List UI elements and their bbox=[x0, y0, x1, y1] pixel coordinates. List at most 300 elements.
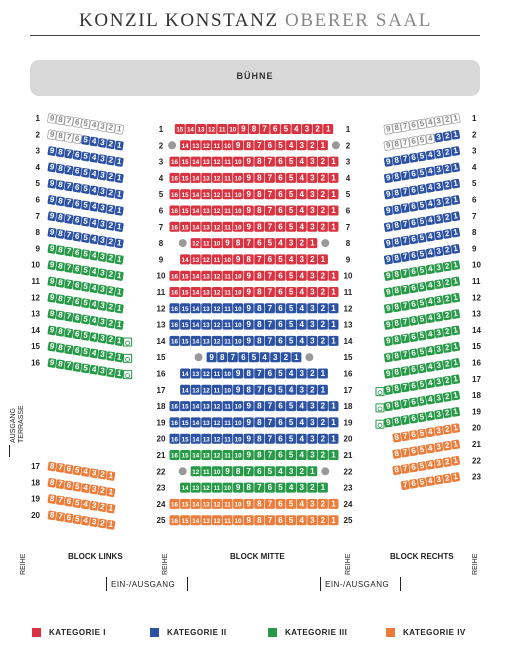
seat-middle-r19-15[interactable] bbox=[180, 417, 190, 427]
seat-middle-r2-12[interactable] bbox=[201, 140, 211, 150]
seat-middle-r8-10[interactable] bbox=[212, 238, 222, 248]
seat-left-r15-7[interactable] bbox=[64, 344, 73, 355]
seat-middle-r11-16[interactable] bbox=[170, 287, 180, 297]
seat-middle-r22-1[interactable] bbox=[307, 466, 317, 476]
seat-middle-r18-13[interactable] bbox=[201, 401, 211, 411]
seat-middle-r5-1[interactable] bbox=[329, 189, 339, 199]
seat-right-r2-3[interactable] bbox=[434, 132, 443, 143]
seat-middle-r22-6[interactable] bbox=[254, 466, 264, 476]
seat-left-r4-4[interactable] bbox=[89, 169, 98, 180]
seat-right-r10-3[interactable] bbox=[434, 262, 443, 273]
seat-left-r9-5[interactable] bbox=[81, 249, 90, 260]
seat-middle-r19-13[interactable] bbox=[201, 417, 211, 427]
seat-middle-r5-13[interactable] bbox=[201, 189, 211, 199]
seat-middle-r18-11[interactable] bbox=[223, 401, 233, 411]
seat-right-r23-7[interactable] bbox=[400, 480, 409, 491]
seat-middle-r7-16[interactable] bbox=[170, 222, 180, 232]
seat-left-r10-1[interactable] bbox=[115, 271, 124, 282]
seat-middle-r12-12[interactable] bbox=[212, 303, 222, 313]
seat-middle-r25-11[interactable] bbox=[223, 515, 233, 525]
seat-middle-r8-9[interactable] bbox=[223, 238, 233, 248]
seat-middle-r18-10[interactable] bbox=[233, 401, 243, 411]
seat-left-r12-3[interactable] bbox=[98, 300, 107, 311]
seat-middle-r7-8[interactable] bbox=[254, 222, 264, 232]
seat-middle-r25-10[interactable] bbox=[233, 515, 243, 525]
seat-middle-r2-14[interactable] bbox=[180, 140, 190, 150]
seat-middle-r9-12[interactable] bbox=[201, 254, 211, 264]
seat-left-r5-9[interactable] bbox=[47, 178, 56, 189]
seat-right-r20-6[interactable] bbox=[409, 429, 418, 440]
seat-left-r14-5[interactable] bbox=[81, 330, 90, 341]
seat-middle-r16-14[interactable] bbox=[180, 369, 190, 379]
seat-middle-r18-1[interactable] bbox=[329, 401, 339, 411]
seat-right-r8-7[interactable] bbox=[400, 235, 409, 246]
seat-left-r8-2[interactable] bbox=[106, 237, 115, 248]
seat-right-r15-4[interactable] bbox=[426, 345, 435, 356]
seat-middle-r4-6[interactable] bbox=[276, 173, 286, 183]
seat-middle-r20-9[interactable] bbox=[244, 434, 254, 444]
seat-left-r3-1[interactable] bbox=[115, 156, 124, 167]
seat-middle-r9-5[interactable] bbox=[276, 254, 286, 264]
seat-middle-r14-15[interactable] bbox=[180, 336, 190, 346]
seat-right-r18-8[interactable] bbox=[392, 400, 401, 411]
seat-middle-r11-8[interactable] bbox=[254, 287, 264, 297]
seat-middle-r10-3[interactable] bbox=[307, 271, 317, 281]
seat-left-r17-8[interactable] bbox=[47, 461, 56, 472]
seat-right-r16-1[interactable] bbox=[451, 358, 460, 369]
seat-left-r6-9[interactable] bbox=[47, 195, 56, 206]
seat-middle-r12-11[interactable] bbox=[223, 303, 233, 313]
seat-middle-r6-10[interactable] bbox=[233, 206, 243, 216]
seat-middle-r5-4[interactable] bbox=[297, 189, 307, 199]
seat-middle-r12-8[interactable] bbox=[254, 303, 264, 313]
seat-middle-r1-11[interactable] bbox=[217, 124, 227, 134]
seat-middle-r20-2[interactable] bbox=[318, 434, 328, 444]
seat-right-r4-6[interactable] bbox=[409, 169, 418, 180]
seat-middle-r16-5[interactable] bbox=[276, 369, 286, 379]
seat-middle-r19-16[interactable] bbox=[170, 417, 180, 427]
seat-left-r2-9[interactable] bbox=[47, 129, 56, 140]
seat-left-r14-7[interactable] bbox=[64, 328, 73, 339]
seat-middle-r7-4[interactable] bbox=[297, 222, 307, 232]
seat-right-r17-6[interactable] bbox=[409, 381, 418, 392]
seat-middle-r10-4[interactable] bbox=[297, 271, 307, 281]
seat-middle-r10-13[interactable] bbox=[201, 271, 211, 281]
seat-right-r3-1[interactable] bbox=[451, 146, 460, 157]
seat-middle-r4-4[interactable] bbox=[297, 173, 307, 183]
seat-left-r12-8[interactable] bbox=[56, 294, 65, 305]
seat-right-r3-5[interactable] bbox=[417, 151, 426, 162]
seat-middle-r17-11[interactable] bbox=[212, 385, 222, 395]
seat-right-r7-5[interactable] bbox=[417, 216, 426, 227]
seat-middle-r16-9[interactable] bbox=[233, 369, 243, 379]
seat-right-r17-2[interactable] bbox=[442, 375, 451, 386]
seat-left-r11-8[interactable] bbox=[56, 277, 65, 288]
seat-right-r15-6[interactable] bbox=[409, 348, 418, 359]
seat-middle-r19-10[interactable] bbox=[233, 417, 243, 427]
seat-right-r18-9[interactable] bbox=[384, 401, 393, 412]
seat-left-r5-4[interactable] bbox=[89, 185, 98, 196]
seat-left-r19-7[interactable] bbox=[56, 495, 65, 506]
seat-left-r20-8[interactable] bbox=[47, 510, 56, 521]
seat-left-r18-7[interactable] bbox=[56, 479, 65, 490]
seat-right-r4-5[interactable] bbox=[417, 167, 426, 178]
seat-middle-r9-13[interactable] bbox=[191, 254, 201, 264]
seat-left-r11-6[interactable] bbox=[73, 280, 82, 291]
seat-middle-r16-2[interactable] bbox=[307, 369, 317, 379]
seat-left-r15-4[interactable] bbox=[89, 348, 98, 359]
seat-middle-r1-8[interactable] bbox=[249, 124, 259, 134]
seat-middle-r24-10[interactable] bbox=[233, 499, 243, 509]
seat-right-r22-2[interactable] bbox=[442, 457, 451, 468]
seat-right-r22-5[interactable] bbox=[417, 461, 426, 472]
seat-left-r4-5[interactable] bbox=[81, 167, 90, 178]
seat-left-r20-1[interactable] bbox=[106, 519, 115, 530]
seat-middle-r15-8[interactable] bbox=[217, 352, 227, 362]
seat-middle-r25-5[interactable] bbox=[286, 515, 296, 525]
seat-right-r20-4[interactable] bbox=[426, 427, 435, 438]
seat-left-r1-2[interactable] bbox=[106, 122, 115, 133]
seat-right-r23-3[interactable] bbox=[434, 474, 443, 485]
seat-middle-r18-12[interactable] bbox=[212, 401, 222, 411]
seat-middle-r5-9[interactable] bbox=[244, 189, 254, 199]
seat-middle-r4-14[interactable] bbox=[191, 173, 201, 183]
seat-right-r9-9[interactable] bbox=[384, 254, 393, 265]
seat-right-r14-3[interactable] bbox=[434, 328, 443, 339]
seat-middle-r12-5[interactable] bbox=[286, 303, 296, 313]
seat-left-r4-7[interactable] bbox=[64, 165, 73, 176]
seat-middle-r7-14[interactable] bbox=[191, 222, 201, 232]
seat-middle-r23-4[interactable] bbox=[286, 483, 296, 493]
seat-left-r10-6[interactable] bbox=[73, 264, 82, 275]
seat-middle-r4-12[interactable] bbox=[212, 173, 222, 183]
seat-middle-r19-14[interactable] bbox=[191, 417, 201, 427]
seat-left-r6-3[interactable] bbox=[98, 203, 107, 214]
seat-right-r9-2[interactable] bbox=[442, 245, 451, 256]
seat-right-r8-1[interactable] bbox=[451, 227, 460, 238]
seat-middle-r25-9[interactable] bbox=[244, 515, 254, 525]
seat-middle-r6-16[interactable] bbox=[170, 206, 180, 216]
seat-middle-r21-10[interactable] bbox=[233, 450, 243, 460]
seat-middle-r2-9[interactable] bbox=[233, 140, 243, 150]
seat-middle-r18-2[interactable] bbox=[318, 401, 328, 411]
seat-right-r17-3[interactable] bbox=[434, 377, 443, 388]
seat-middle-r16-6[interactable] bbox=[265, 369, 275, 379]
seat-middle-r7-10[interactable] bbox=[233, 222, 243, 232]
seat-middle-r5-16[interactable] bbox=[170, 189, 180, 199]
seat-middle-r9-14[interactable] bbox=[180, 254, 190, 264]
seat-middle-r8-1[interactable] bbox=[307, 238, 317, 248]
seat-left-r1-3[interactable] bbox=[98, 121, 107, 132]
seat-middle-r12-15[interactable] bbox=[180, 303, 190, 313]
seat-middle-r13-5[interactable] bbox=[286, 320, 296, 330]
seat-middle-r14-4[interactable] bbox=[297, 336, 307, 346]
seat-middle-r23-1[interactable] bbox=[318, 483, 328, 493]
seat-right-r14-8[interactable] bbox=[392, 334, 401, 345]
seat-right-r5-7[interactable] bbox=[400, 186, 409, 197]
seat-middle-r2-10[interactable] bbox=[223, 140, 233, 150]
seat-left-r2-4[interactable] bbox=[89, 136, 98, 147]
seat-middle-r14-7[interactable] bbox=[265, 336, 275, 346]
seat-left-r1-4[interactable] bbox=[89, 120, 98, 131]
seat-middle-r6-12[interactable] bbox=[212, 206, 222, 216]
seat-middle-r11-15[interactable] bbox=[180, 287, 190, 297]
seat-middle-r6-11[interactable] bbox=[223, 206, 233, 216]
seat-right-r23-4[interactable] bbox=[426, 476, 435, 487]
seat-left-r18-3[interactable] bbox=[89, 484, 98, 495]
seat-middle-r12-7[interactable] bbox=[265, 303, 275, 313]
seat-left-r18-1[interactable] bbox=[106, 487, 115, 498]
seat-right-r14-4[interactable] bbox=[426, 329, 435, 340]
seat-right-r8-4[interactable] bbox=[426, 231, 435, 242]
seat-middle-r18-9[interactable] bbox=[244, 401, 254, 411]
seat-middle-r2-2[interactable] bbox=[307, 140, 317, 150]
seat-middle-r19-7[interactable] bbox=[265, 417, 275, 427]
seat-middle-r8-6[interactable] bbox=[254, 238, 264, 248]
seat-left-r19-5[interactable] bbox=[73, 498, 82, 509]
seat-left-r2-1[interactable] bbox=[115, 140, 124, 151]
seat-middle-r1-5[interactable] bbox=[281, 124, 291, 134]
seat-middle-r7-7[interactable] bbox=[265, 222, 275, 232]
seat-middle-r11-5[interactable] bbox=[286, 287, 296, 297]
seat-right-r13-2[interactable] bbox=[442, 310, 451, 321]
seat-middle-r6-6[interactable] bbox=[276, 206, 286, 216]
seat-left-r6-8[interactable] bbox=[56, 196, 65, 207]
seat-right-r10-1[interactable] bbox=[451, 260, 460, 271]
seat-middle-r22-2[interactable] bbox=[297, 466, 307, 476]
seat-right-r22-1[interactable] bbox=[451, 455, 460, 466]
seat-middle-r13-8[interactable] bbox=[254, 320, 264, 330]
seat-middle-r22-7[interactable] bbox=[244, 466, 254, 476]
seat-left-r1-5[interactable] bbox=[81, 118, 90, 129]
seat-left-r8-8[interactable] bbox=[56, 228, 65, 239]
seat-middle-r25-13[interactable] bbox=[201, 515, 211, 525]
seat-left-r17-5[interactable] bbox=[73, 465, 82, 476]
seat-right-r21-6[interactable] bbox=[409, 446, 418, 457]
seat-right-r8-8[interactable] bbox=[392, 237, 401, 248]
seat-middle-r21-1[interactable] bbox=[329, 450, 339, 460]
seat-middle-r21-14[interactable] bbox=[191, 450, 201, 460]
seat-right-r6-9[interactable] bbox=[384, 205, 393, 216]
seat-left-r2-5[interactable] bbox=[81, 135, 90, 146]
seat-middle-r21-13[interactable] bbox=[201, 450, 211, 460]
seat-middle-r18-15[interactable] bbox=[180, 401, 190, 411]
seat-right-r1-7[interactable] bbox=[400, 121, 409, 132]
seat-left-r13-2[interactable] bbox=[106, 318, 115, 329]
seat-left-r20-2[interactable] bbox=[98, 518, 107, 529]
seat-middle-r19-2[interactable] bbox=[318, 417, 328, 427]
seat-right-r4-3[interactable] bbox=[434, 165, 443, 176]
seat-right-r2-2[interactable] bbox=[442, 131, 451, 142]
seat-left-r1-1[interactable] bbox=[115, 124, 124, 135]
seat-left-r6-6[interactable] bbox=[73, 199, 82, 210]
seat-right-r17-7[interactable] bbox=[400, 382, 409, 393]
seat-right-r4-8[interactable] bbox=[392, 171, 401, 182]
seat-middle-r4-9[interactable] bbox=[244, 173, 254, 183]
seat-right-r9-6[interactable] bbox=[409, 250, 418, 261]
seat-left-r15-9[interactable] bbox=[47, 341, 56, 352]
seat-middle-r2-7[interactable] bbox=[254, 140, 264, 150]
seat-left-r7-6[interactable] bbox=[73, 215, 82, 226]
seat-right-r1-3[interactable] bbox=[434, 116, 443, 127]
seat-right-r18-3[interactable] bbox=[434, 393, 443, 404]
seat-middle-r20-13[interactable] bbox=[201, 434, 211, 444]
seat-middle-r10-8[interactable] bbox=[254, 271, 264, 281]
seat-middle-r19-12[interactable] bbox=[212, 417, 222, 427]
seat-middle-r13-4[interactable] bbox=[297, 320, 307, 330]
seat-right-r7-9[interactable] bbox=[384, 222, 393, 233]
seat-middle-r5-11[interactable] bbox=[223, 189, 233, 199]
seat-right-r5-2[interactable] bbox=[442, 180, 451, 191]
seat-middle-r20-14[interactable] bbox=[191, 434, 201, 444]
seat-middle-r24-2[interactable] bbox=[318, 499, 328, 509]
seat-left-r2-7[interactable] bbox=[64, 132, 73, 143]
seat-left-r5-7[interactable] bbox=[64, 181, 73, 192]
seat-middle-r3-2[interactable] bbox=[318, 157, 328, 167]
seat-right-r8-9[interactable] bbox=[384, 238, 393, 249]
seat-left-r3-9[interactable] bbox=[47, 146, 56, 157]
seat-middle-r1-9[interactable] bbox=[238, 124, 248, 134]
seat-right-r2-7[interactable] bbox=[400, 137, 409, 148]
seat-middle-r11-6[interactable] bbox=[276, 287, 286, 297]
seat-right-r17-9[interactable] bbox=[384, 385, 393, 396]
seat-left-r11-9[interactable] bbox=[47, 276, 56, 287]
seat-middle-r13-14[interactable] bbox=[191, 320, 201, 330]
seat-middle-r22-9[interactable] bbox=[223, 466, 233, 476]
seat-middle-r13-16[interactable] bbox=[170, 320, 180, 330]
seat-middle-r20-12[interactable] bbox=[212, 434, 222, 444]
seat-right-r6-2[interactable] bbox=[442, 196, 451, 207]
seat-middle-r22-4[interactable] bbox=[276, 466, 286, 476]
seat-middle-r10-9[interactable] bbox=[244, 271, 254, 281]
seat-middle-r6-13[interactable] bbox=[201, 206, 211, 216]
seat-middle-r7-13[interactable] bbox=[201, 222, 211, 232]
seat-left-r19-3[interactable] bbox=[89, 500, 98, 511]
seat-middle-r9-9[interactable] bbox=[233, 254, 243, 264]
seat-right-r17-5[interactable] bbox=[417, 379, 426, 390]
seat-middle-r9-6[interactable] bbox=[265, 254, 275, 264]
seat-left-r15-8[interactable] bbox=[56, 343, 65, 354]
seat-left-r16-3[interactable] bbox=[98, 366, 107, 377]
seat-right-r13-3[interactable] bbox=[434, 311, 443, 322]
seat-right-r13-7[interactable] bbox=[400, 317, 409, 328]
seat-right-r11-8[interactable] bbox=[392, 285, 401, 296]
seat-middle-r3-7[interactable] bbox=[265, 157, 275, 167]
seat-middle-r20-4[interactable] bbox=[297, 434, 307, 444]
seat-right-r18-1[interactable] bbox=[451, 390, 460, 401]
seat-middle-r12-9[interactable] bbox=[244, 303, 254, 313]
seat-middle-r7-9[interactable] bbox=[244, 222, 254, 232]
seat-middle-r20-10[interactable] bbox=[233, 434, 243, 444]
seat-middle-r24-13[interactable] bbox=[201, 499, 211, 509]
seat-right-r1-4[interactable] bbox=[426, 117, 435, 128]
seat-left-r11-2[interactable] bbox=[106, 285, 115, 296]
seat-middle-r12-13[interactable] bbox=[201, 303, 211, 313]
seat-middle-r23-10[interactable] bbox=[223, 483, 233, 493]
seat-left-r11-5[interactable] bbox=[81, 281, 90, 292]
seat-right-r15-9[interactable] bbox=[384, 352, 393, 363]
seat-middle-r19-11[interactable] bbox=[223, 417, 233, 427]
seat-middle-r10-12[interactable] bbox=[212, 271, 222, 281]
seat-right-r7-3[interactable] bbox=[434, 214, 443, 225]
seat-right-r10-2[interactable] bbox=[442, 261, 451, 272]
seat-middle-r13-1[interactable] bbox=[329, 320, 339, 330]
seat-left-r19-1[interactable] bbox=[106, 503, 115, 514]
seat-middle-r23-14[interactable] bbox=[180, 483, 190, 493]
seat-middle-r21-4[interactable] bbox=[297, 450, 307, 460]
seat-middle-r15-9[interactable] bbox=[207, 352, 217, 362]
seat-middle-r10-16[interactable] bbox=[170, 271, 180, 281]
seat-middle-r11-10[interactable] bbox=[233, 287, 243, 297]
seat-left-r9-9[interactable] bbox=[47, 243, 56, 254]
seat-left-r7-5[interactable] bbox=[81, 216, 90, 227]
seat-middle-r5-7[interactable] bbox=[265, 189, 275, 199]
seat-middle-r17-2[interactable] bbox=[307, 385, 317, 395]
seat-middle-r23-2[interactable] bbox=[307, 483, 317, 493]
seat-right-r11-6[interactable] bbox=[409, 283, 418, 294]
seat-middle-r14-8[interactable] bbox=[254, 336, 264, 346]
seat-left-r16-9[interactable] bbox=[47, 358, 56, 369]
seat-left-r3-2[interactable] bbox=[106, 155, 115, 166]
seat-middle-r20-8[interactable] bbox=[254, 434, 264, 444]
seat-middle-r15-4[interactable] bbox=[260, 352, 270, 362]
seat-left-r11-4[interactable] bbox=[89, 283, 98, 294]
seat-middle-r1-2[interactable] bbox=[313, 124, 323, 134]
seat-middle-r14-1[interactable] bbox=[329, 336, 339, 346]
seat-right-r23-5[interactable] bbox=[417, 477, 426, 488]
seat-left-r13-1[interactable] bbox=[115, 319, 124, 330]
seat-middle-r24-3[interactable] bbox=[307, 499, 317, 509]
seat-middle-r10-7[interactable] bbox=[265, 271, 275, 281]
seat-left-r10-3[interactable] bbox=[98, 268, 107, 279]
seat-right-r22-6[interactable] bbox=[409, 462, 418, 473]
seat-right-r20-3[interactable] bbox=[434, 425, 443, 436]
seat-left-r10-2[interactable] bbox=[106, 269, 115, 280]
seat-middle-r9-10[interactable] bbox=[223, 254, 233, 264]
seat-middle-r10-15[interactable] bbox=[180, 271, 190, 281]
seat-right-r8-6[interactable] bbox=[409, 234, 418, 245]
seat-middle-r6-8[interactable] bbox=[254, 206, 264, 216]
seat-right-r7-7[interactable] bbox=[400, 219, 409, 230]
seat-right-r12-4[interactable] bbox=[426, 296, 435, 307]
seat-left-r2-2[interactable] bbox=[106, 139, 115, 150]
seat-middle-r14-6[interactable] bbox=[276, 336, 286, 346]
seat-middle-r9-7[interactable] bbox=[254, 254, 264, 264]
seat-right-r21-5[interactable] bbox=[417, 444, 426, 455]
seat-left-r12-1[interactable] bbox=[115, 303, 124, 314]
seat-middle-r2-13[interactable] bbox=[191, 140, 201, 150]
seat-middle-r4-7[interactable] bbox=[265, 173, 275, 183]
seat-right-r3-6[interactable] bbox=[409, 152, 418, 163]
seat-left-r13-5[interactable] bbox=[81, 314, 90, 325]
seat-left-r3-7[interactable] bbox=[64, 148, 73, 159]
seat-middle-r17-3[interactable] bbox=[297, 385, 307, 395]
seat-left-r20-4[interactable] bbox=[81, 515, 90, 526]
seat-middle-r23-11[interactable] bbox=[212, 483, 222, 493]
seat-right-r6-5[interactable] bbox=[417, 200, 426, 211]
seat-middle-r14-11[interactable] bbox=[223, 336, 233, 346]
seat-left-r15-2[interactable] bbox=[106, 351, 115, 362]
seat-left-r19-4[interactable] bbox=[81, 499, 90, 510]
seat-middle-r23-13[interactable] bbox=[191, 483, 201, 493]
seat-middle-r24-1[interactable] bbox=[329, 499, 339, 509]
seat-right-r17-4[interactable] bbox=[426, 378, 435, 389]
seat-middle-r20-11[interactable] bbox=[223, 434, 233, 444]
seat-middle-r6-4[interactable] bbox=[297, 206, 307, 216]
seat-right-r1-6[interactable] bbox=[409, 120, 418, 131]
seat-left-r16-5[interactable] bbox=[81, 363, 90, 374]
seat-middle-r11-12[interactable] bbox=[212, 287, 222, 297]
